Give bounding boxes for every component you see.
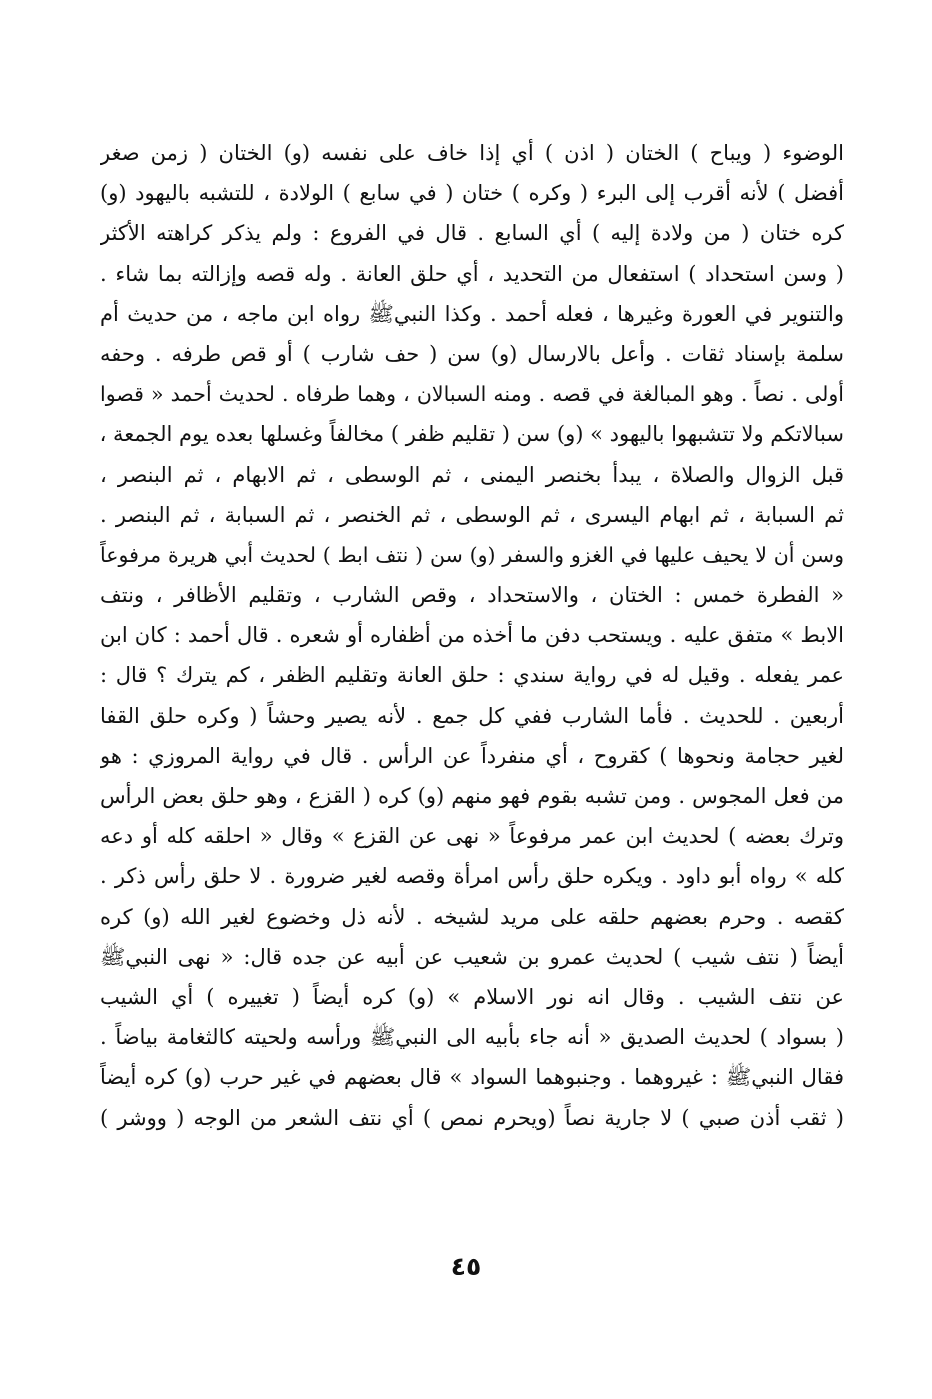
text-line: والتنوير في العورة وغيرها ، فعله أحمد . وكذا النبيﷺ رواه ابن ماجه ، من حديث أم <box>100 301 844 326</box>
text-line: كقصه . وحرم بعضهم حلقه على مريد لشيخه . لأنه ذل وخضوع لغير الله (و) كره <box>100 904 844 929</box>
text-line: أفضل ) لأنه أقرب إلى البرء ( وكره ) ختان ( في سابع ) الولادة ، للتشبه باليهود (و) <box>100 181 844 206</box>
text-line: أولى . نصاً . وهو المبالغة في قصه . ومنه السبالان ، وهما طرفاه . لحديث أحمد « قصوا <box>100 382 844 407</box>
body-text <box>100 133 844 1138</box>
text-line: سلمة بإسناد ثقات . وأعل بالارسال (و) سن ( حف شارب ) أو قص طرفه . وحفه <box>100 341 844 366</box>
text-line: من فعل المجوس . ومن تشبه بقوم فهو منهم (و) كره ( القزع ، وهو حلق بعض الرأس <box>100 784 844 808</box>
text-line: كله » رواه أبو داود . ويكره حلق رأس امرأة وقصه لغير ضرورة . لا حلق رأس ذكر . <box>100 864 844 889</box>
text-line: عمر يفعله . وقيل له في رواية سندي : حلق العانة وتقليم الظفر ، كم يترك ؟ قال : <box>100 663 844 688</box>
text-line: الابط » متفق عليه . ويستحب دفن ما أخذه من أظفاره أو شعره . قال أحمد : كان ابن <box>100 623 844 648</box>
text-line: الوضوء ( ويباح ) الختان ( اذن ) أي إذا خاف على نفسه (و) الختان ( زمن صغر <box>100 141 844 165</box>
text-line: ( بسواد ) لحديث الصديق « أنه جاء بأبيه الى النبيﷺ ورأسه ولحيته كالثغامة بياضاً . <box>100 1025 844 1050</box>
text-line: ( ثقب أذن صبي ) لا جارية نصاً (ويحرم نمص ) أي نتف الشعر من الوجه ( ووشر ) <box>100 1105 844 1130</box>
text-line: أيضاً ( نتف شيب ) لحديث عمرو بن شعيب عن أبيه عن جده قال: « نهى النبيﷺ <box>100 944 844 969</box>
text-line: « الفطرة خمس : الختان ، والاستحداد ، وقص الشارب ، وتقليم الأظافر ، ونتف <box>100 583 844 608</box>
text-line: ثم السبابة ، ثم ابهام اليسرى ، ثم الوسطى ، ثم الخنصر ، ثم السبابة ، ثم البنصر . <box>100 502 844 527</box>
text-line: وسن أن لا يحيف عليها في الغزو والسفر (و) سن ( نتف ابط ) لحديث أبي هريرة مرفوعاً <box>100 542 844 567</box>
text-line: ( وسن استحداد ) استفعال من التحديد ، أي حلق العانة . وله قصه وإزالته بما شاء . <box>100 261 844 286</box>
text-line: كره ختان ( من ولادة إليه ) أي السابع . قال في الفروع : ولم يذكر كراهته الأكثر <box>100 221 844 246</box>
text-line: وترك بعضه ) لحديث ابن عمر مرفوعاً « نهى عن القزع » وقال « احلقه كله أو دعه <box>100 824 844 849</box>
text-line: أربعين . للحديث . فأما الشارب ففي كل جمع . لأنه يصير وحشاً ( وكره حلق القفا <box>100 703 844 728</box>
text-line: فقال النبيﷺ : غيروهما . وجنبوهما السواد » قال بعضهم في غير حرب (و) كره أيضاً <box>100 1065 844 1090</box>
page-number: ٤٥ <box>450 1252 482 1281</box>
text-line: قبل الزوال والصلاة ، يبدأ بخنصر اليمنى ، ثم الوسطى ، ثم الابهام ، ثم البنصر ، <box>100 462 844 487</box>
text-line: عن نتف الشيب . وقال انه نور الاسلام » (و) كره أيضاً ( تغييره ) أي الشيب <box>100 984 844 1009</box>
text-line: لغير حجامة ونحوها ) كقروح ، أي منفرداً عن الرأس . قال في رواية المروزي : هو <box>100 743 844 768</box>
text-line: سبالاتكم ولا تتشبهوا باليهود » (و) سن ( تقليم ظفر ) مخالفاً وغسلها بعده يوم الجمعة ، <box>100 422 844 447</box>
